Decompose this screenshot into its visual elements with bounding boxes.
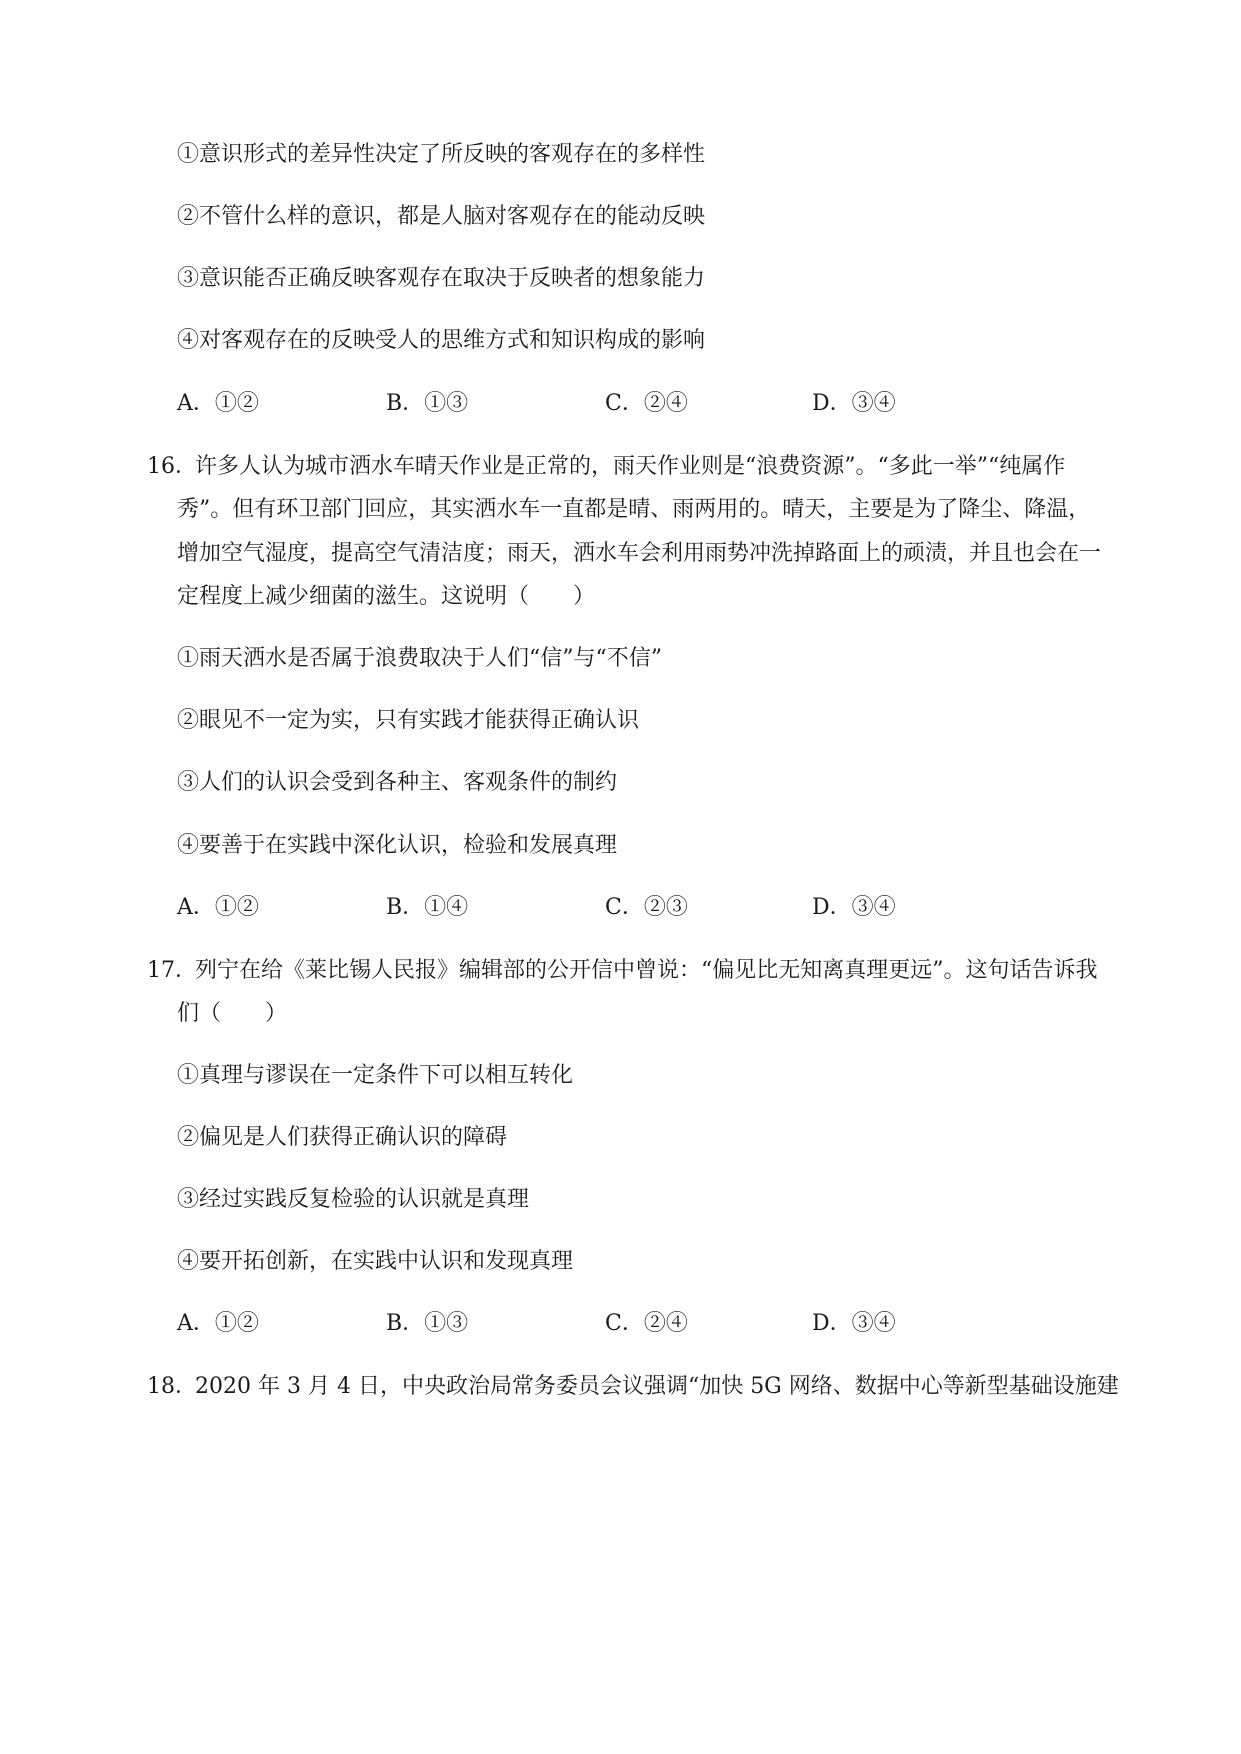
q15-option-d: D．③④	[812, 391, 896, 416]
q17-statement-1: ①真理与谬误在一定条件下可以相互转化	[177, 1063, 574, 1088]
q17-statement-2: ②偏见是人们获得正确认识的障碍	[177, 1125, 508, 1150]
q17-stem-line-2: 们（ ）	[177, 1001, 288, 1026]
q16-option-c: C．②③	[605, 895, 688, 920]
q16-statement-2: ②眼见不一定为实，只有实践才能获得正确认识	[177, 708, 640, 733]
q16-statement-1: ①雨天洒水是否属于浪费取决于人们“信”与“不信”	[177, 646, 662, 671]
q16-number: 16．	[147, 454, 197, 479]
q15-statement-3: ③意识能否正确反映客观存在取决于反映者的想象能力	[177, 266, 706, 291]
q17-option-d: D．③④	[812, 1311, 896, 1336]
q15-statement-2: ②不管什么样的意识，都是人脑对客观存在的能动反映	[177, 204, 706, 229]
q17-option-c: C．②④	[605, 1311, 688, 1336]
q17-number: 17．	[147, 958, 197, 983]
q17-option-b: B．①③	[386, 1311, 469, 1336]
q18-number: 18．	[147, 1374, 197, 1399]
q15-statement-1: ①意识形式的差异性决定了所反映的客观存在的多样性	[177, 142, 706, 167]
q15-statement-4: ④对客观存在的反映受人的思维方式和知识构成的影响	[177, 328, 706, 353]
q16-option-b: B．①④	[386, 895, 469, 920]
q15-option-b: B．①③	[386, 391, 469, 416]
q16-option-a: A．①②	[177, 895, 259, 920]
q16-statement-4: ④要善于在实践中深化认识，检验和发展真理	[177, 833, 618, 858]
q18-stem-line-1: 2020 年 3 月 4 日，中央政治局常务委员会议强调“加快 5G 网络、数据中心等新型基础设施建	[195, 1374, 1119, 1399]
q16-stem-line-3: 增加空气湿度，提高空气清洁度；雨天，洒水车会利用雨势冲洗掉路面上的顽渍，并且也会在一	[177, 541, 1102, 566]
q16-stem-line-1: 许多人认为城市洒水车晴天作业是正常的，雨天作业则是“浪费资源”。“多此一举”“纯属作	[195, 454, 1066, 479]
q17-stem-line-1: 列宁在给《莱比锡人民报》编辑部的公开信中曾说：“偏见比无知离真理更远”。这句话告诉我	[195, 958, 1098, 983]
q17-statement-3: ③经过实践反复检验的认识就是真理	[177, 1187, 530, 1212]
q16-stem-line-2: 秀”。但有环卫部门回应，其实洒水车一直都是晴、雨两用的。晴天，主要是为了降尘、降温，	[177, 497, 1091, 522]
q16-statement-3: ③人们的认识会受到各种主、客观条件的制约	[177, 770, 618, 795]
q17-option-a: A．①②	[177, 1311, 259, 1336]
q17-statement-4: ④要开拓创新，在实践中认识和发现真理	[177, 1249, 574, 1274]
q15-option-c: C．②④	[605, 391, 688, 416]
q16-stem-line-4: 定程度上减少细菌的滋生。这说明（ ）	[177, 584, 596, 609]
q16-option-d: D．③④	[812, 895, 896, 920]
q15-option-a: A．①②	[177, 391, 259, 416]
